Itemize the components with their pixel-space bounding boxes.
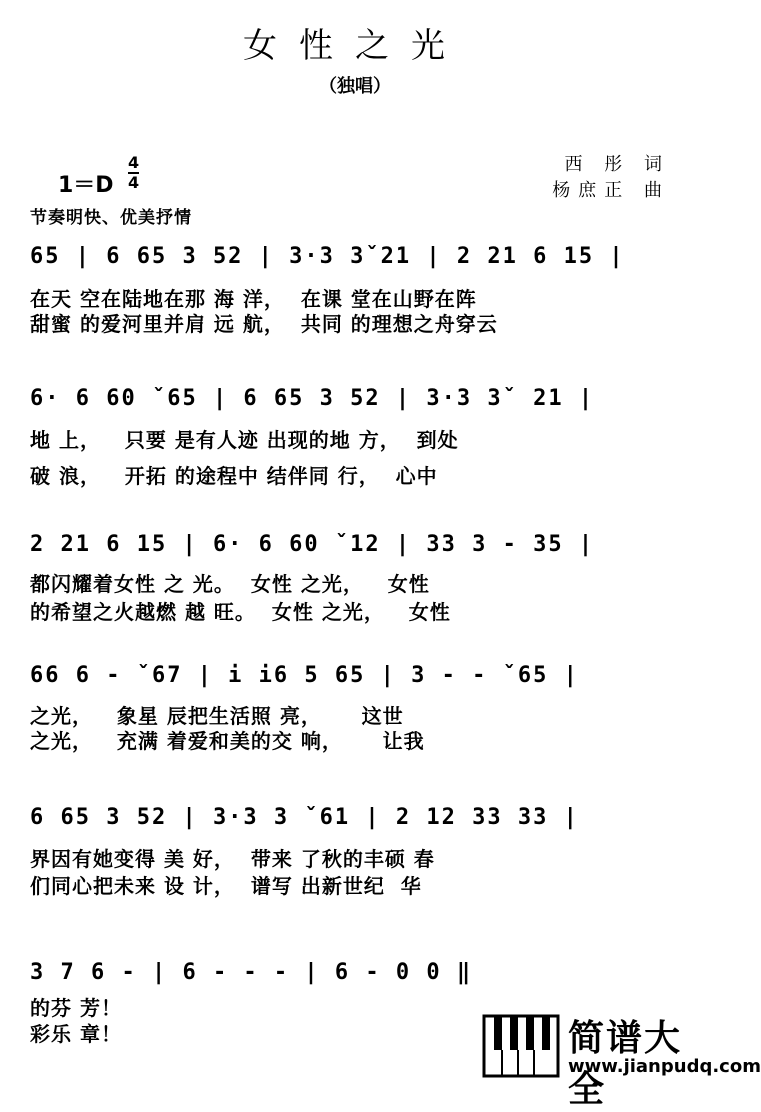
lyrics-row-5-verse-2: 们同心把未来 设 计， 谱写 出新世纪 华 [30, 874, 422, 898]
watermark-name: 简谱大全 [568, 1018, 683, 1110]
lyrics-row-6-verse-2: 彩乐 章！ [30, 1022, 122, 1046]
notes-row-4: 66 6 - ˇ67 | i i6 5 65 | 3 - - ˇ65 | [30, 663, 579, 688]
lyrics-row-6-verse-1: 的芬 芳！ [30, 996, 122, 1020]
lyrics-row-1-verse-2: 甜蜜 的爱河里并肩 远 航， 共同 的理想之舟穿云 [30, 312, 498, 336]
watermark-logo [482, 1010, 761, 1110]
meter-bottom: 4 [128, 173, 140, 192]
notes-row-6: 3 7 6 - | 6 - - - | 6 - 0 0 ‖ [30, 960, 473, 985]
song-title: 女性之光 [243, 26, 467, 66]
tempo-marking: 节奏明快、优美抒情 [30, 208, 192, 228]
notes-row-2: 6· 6 60 ˇ65 | 6 65 3 52 | 3·3 3ˇ 21 | [30, 386, 595, 411]
lyrics-row-5-verse-1: 界因有她变得 美 好， 带来 了秋的丰硕 春 [30, 847, 435, 871]
lyrics-row-3-verse-1: 都闪耀着女性 之 光。 女性 之光， 女性 [30, 572, 430, 596]
lyrics-row-3-verse-2: 的希望之火越燃 越 旺。 女性 之光， 女性 [30, 600, 451, 624]
watermark-url: www.jianpudq.com [568, 1056, 761, 1077]
piano-keys-icon [482, 1010, 560, 1082]
notes-row-3: 2 21 6 15 | 6· 6 60 ˇ12 | 33 3 - 35 | [30, 532, 595, 557]
composer-credit: 杨庶正 曲 [552, 180, 670, 201]
lyrics-row-4-verse-1: 之光， 象星 辰把生活照 亮， 这世 [30, 704, 404, 728]
lyrics-row-2-verse-1: 地 上， 只要 是有人迹 出现的地 方， 到处 [30, 428, 459, 452]
song-subtitle: （独唱） [319, 76, 391, 97]
notes-row-5: 6 65 3 52 | 3·3 3 ˇ61 | 2 12 33 33 | [30, 805, 579, 830]
lyrics-row-1-verse-1: 在天 空在陆地在那 海 洋， 在课 堂在山野在阵 [30, 287, 477, 311]
notes-row-1: 65 | 6 65 3 52 | 3·3 3ˇ21 | 2 21 6 15 | [30, 244, 625, 269]
key-signature: 1＝D [58, 173, 114, 198]
lyrics-row-4-verse-2: 之光， 充满 着爱和美的交 响， 让我 [30, 729, 425, 753]
meter-top: 4 [128, 153, 140, 172]
lyrics-row-2-verse-2: 破 浪， 开拓 的途程中 结伴同 行， 心中 [30, 464, 438, 488]
time-signature [128, 155, 139, 191]
lyricist-credit: 西 彤 词 [564, 154, 670, 175]
